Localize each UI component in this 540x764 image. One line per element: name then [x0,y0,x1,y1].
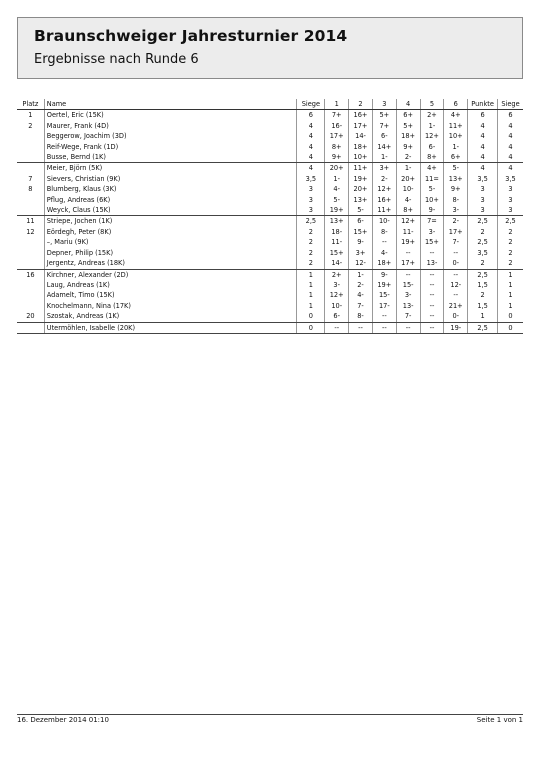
cell-round-6: 0- [444,311,468,322]
cell-round-5: 4+ [420,163,444,174]
cell-siege: 2 [297,227,325,237]
cell-round-5: -- [420,311,444,322]
cell-round-2: 11+ [349,163,373,174]
cell-round-3: 11+ [372,205,396,216]
cell-round-2: 8- [349,311,373,322]
cell-platz [17,301,44,311]
cell-round-4: -- [396,248,420,258]
col-header-round-6: 6 [444,99,468,110]
cell-round-1: 15+ [325,248,349,258]
cell-name: Adamelt, Timo (15K) [44,290,297,300]
cell-round-3: -- [372,311,396,322]
cell-round-6: 6+ [444,152,468,163]
cell-siege-2: 3,5 [498,174,523,184]
cell-round-5: -- [420,290,444,300]
cell-round-2: 3+ [349,248,373,258]
cell-round-1: 7+ [325,110,349,121]
cell-platz [17,237,44,247]
cell-platz [17,248,44,258]
cell-round-5: 6- [420,142,444,152]
cell-punkte: 1,5 [468,301,498,311]
table-row [17,142,523,152]
cell-siege: 4 [297,163,325,174]
table-row [17,248,523,258]
cell-siege: 4 [297,121,325,131]
cell-name: Szostak, Andreas (1K) [44,311,297,322]
cell-name: Jergentz, Andreas (18K) [44,258,297,269]
cell-round-4: 3- [396,290,420,300]
cell-siege-2: 2 [498,248,523,258]
cell-siege: 3 [297,195,325,205]
cell-punkte: 4 [468,152,498,163]
cell-siege-2: 3 [498,195,523,205]
cell-siege-2: 3 [498,184,523,194]
cell-round-2: 12- [349,258,373,269]
cell-round-6: 9+ [444,184,468,194]
cell-round-5: -- [420,301,444,311]
cell-round-5: 3- [420,227,444,237]
cell-round-6: 11+ [444,121,468,131]
cell-platz: 16 [17,269,44,280]
cell-siege-2: 4 [498,142,523,152]
col-header-platz: Platz [17,99,44,110]
cell-platz [17,258,44,269]
cell-round-3: 2- [372,174,396,184]
table-row [17,205,523,216]
cell-platz: 7 [28,174,33,183]
table-row [17,311,523,322]
cell-round-2: 2- [349,280,373,290]
cell-siege-2: 1 [498,269,523,280]
col-header-round-5: 5 [420,99,444,110]
cell-punkte: 3 [468,195,498,205]
cell-siege: 4 [297,152,325,163]
cell-round-3: 17- [372,301,396,311]
cell-round-1: 12+ [325,290,349,300]
cell-round-5: 13- [420,258,444,269]
cell-round-3: 9- [372,269,396,280]
table-row [17,280,523,290]
cell-punkte: 3 [468,205,498,216]
table-row [17,301,523,311]
cell-round-4: 9+ [396,142,420,152]
cell-siege-2: 2 [498,227,523,237]
table-row [17,174,523,184]
cell-round-1: 2+ [325,269,349,280]
cell-round-5: 10+ [420,195,444,205]
cell-round-6: 1- [444,142,468,152]
cell-round-6: 4+ [444,110,468,121]
cell-round-4: -- [396,269,420,280]
cell-punkte: 3 [468,184,498,194]
cell-siege: 3 [297,184,325,194]
cell-platz: 12 [26,227,35,236]
cell-name: Blumberg, Klaus (3K) [44,184,297,194]
cell-round-5: 7= [420,216,444,227]
cell-round-3: 3+ [372,163,396,174]
cell-punkte: 3,5 [468,248,498,258]
cell-round-4: 6+ [396,110,420,121]
col-header-name: Name [44,99,297,110]
cell-round-1: -- [325,322,349,333]
cell-platz [17,322,44,333]
col-header-round-2: 2 [349,99,373,110]
cell-round-3: 8- [372,227,396,237]
cell-round-2: 9- [349,237,373,247]
cell-siege: 2 [297,258,325,269]
cell-round-2: 10+ [349,152,373,163]
cell-round-2: 20+ [349,184,373,194]
cell-siege-2: 2 [498,258,523,269]
table-row [17,269,523,280]
cell-round-3: 7+ [372,121,396,131]
cell-name: Maurer, Frank (4D) [44,121,297,131]
cell-siege-2: 1 [498,301,523,311]
cell-round-3: 19+ [372,280,396,290]
page-subtitle: Ergebnisse nach Runde 6 [34,52,199,67]
cell-round-2: 18+ [349,142,373,152]
cell-name: Striepe, Jochen (1K) [44,216,297,227]
cell-round-6: 3- [444,205,468,216]
cell-round-3: 4- [372,248,396,258]
cell-round-3: 18+ [372,258,396,269]
cell-round-1: 4- [325,184,349,194]
footer-divider [17,714,523,715]
cell-platz: 20 [17,311,44,322]
cell-round-2: 1- [349,269,373,280]
cell-siege-2: 2,5 [498,216,523,227]
cell-name: Oertel, Eric (15K) [44,110,297,121]
cell-round-6: 12- [444,280,468,290]
col-header-round-1: 1 [325,99,349,110]
cell-punkte: 4 [468,163,498,174]
cell-round-4: -- [396,322,420,333]
cell-round-6: 8- [444,195,468,205]
cell-round-1: 17+ [325,131,349,141]
cell-siege-2: 1 [498,290,523,300]
cell-round-2: 4- [349,290,373,300]
cell-punkte: 4 [468,121,498,131]
cell-round-5: 9- [420,205,444,216]
cell-round-6: 0- [444,258,468,269]
cell-round-3: -- [372,237,396,247]
cell-round-6: 7- [444,237,468,247]
col-header-siege-2: Siege [498,99,523,110]
cell-siege: 1 [297,269,325,280]
cell-round-5: 2+ [420,110,444,121]
cell-name: Reif-Wege, Frank (1D) [44,142,297,152]
cell-round-1: 11- [325,237,349,247]
cell-round-3: 10- [372,216,396,227]
cell-name: Meier, Björn (5K) [44,163,297,174]
cell-round-5: 1- [420,121,444,131]
cell-round-6: 5- [444,163,468,174]
cell-round-1: 5- [325,195,349,205]
cell-round-4: 18+ [396,131,420,141]
table-row [17,322,523,333]
cell-punkte: 2,5 [468,237,498,247]
cell-platz [17,290,44,300]
cell-round-2: 7- [349,301,373,311]
cell-round-2: 19+ [349,174,373,184]
cell-round-3: -- [372,322,396,333]
cell-platz [17,131,44,141]
cell-platz [17,205,44,216]
cell-round-3: 12+ [372,184,396,194]
cell-name: Laug, Andreas (1K) [44,280,297,290]
cell-siege: 0 [297,322,325,333]
table-row [17,237,523,247]
cell-punkte: 2 [468,258,498,269]
cell-punkte: 3,5 [468,174,498,184]
page-title: Braunschweiger Jahresturnier 2014 [34,27,348,45]
cell-siege: 3,5 [297,174,325,184]
cell-name: Kirchner, Alexander (2D) [44,269,297,280]
cell-punkte: 6 [468,110,498,121]
cell-siege-2: 0 [498,311,523,322]
cell-round-6: -- [444,290,468,300]
cell-round-5: -- [420,248,444,258]
cell-round-4: 2- [396,152,420,163]
cell-round-4: 20+ [396,174,420,184]
cell-round-3: 14+ [372,142,396,152]
table-row [17,163,523,174]
cell-round-1: 19+ [325,205,349,216]
cell-siege: 1 [297,301,325,311]
cell-round-4: 15- [396,280,420,290]
cell-round-2: -- [349,322,373,333]
cell-round-4: 5+ [396,121,420,131]
cell-round-5: 5- [420,184,444,194]
cell-round-4: 7- [396,311,420,322]
cell-platz: 11 [17,216,44,227]
cell-round-3: 5+ [372,110,396,121]
table-row [17,216,523,227]
cell-round-1: 20+ [325,163,349,174]
cell-siege: 6 [297,110,325,121]
footer-page-number: Seite 1 von 1 [476,716,523,724]
cell-siege: 2 [297,248,325,258]
cell-round-4: 19+ [396,237,420,247]
cell-round-6: 21+ [444,301,468,311]
cell-siege: 0 [297,311,325,322]
cell-round-4: 11- [396,227,420,237]
col-header-round-4: 4 [396,99,420,110]
cell-round-4: 1- [396,163,420,174]
cell-round-6: -- [444,269,468,280]
cell-round-6: 19- [444,322,468,333]
cell-platz [17,195,44,205]
cell-round-6: 2- [444,216,468,227]
table-row [17,258,523,269]
cell-round-4: 4- [396,195,420,205]
cell-round-3: 1- [372,152,396,163]
table-row [17,184,523,194]
cell-punkte: 2,5 [468,216,498,227]
cell-round-2: 14- [349,131,373,141]
cell-round-3: 16+ [372,195,396,205]
table-row [17,152,523,163]
col-header-round-3: 3 [372,99,396,110]
table-row [17,131,523,141]
cell-siege-2: 0 [498,322,523,333]
cell-punkte: 4 [468,131,498,141]
cell-round-2: 6- [349,216,373,227]
cell-siege-2: 4 [498,163,523,174]
col-header-siege: Siege [297,99,325,110]
cell-punkte: 2 [468,227,498,237]
cell-platz: 8 [28,185,33,194]
cell-platz [17,163,44,174]
table-header-row [17,99,523,110]
cell-name: –, Mariu (9K) [44,237,297,247]
cell-round-5: 12+ [420,131,444,141]
cell-name: Weyck, Claus (15K) [44,205,297,216]
cell-siege: 2 [297,237,325,247]
cell-round-6: -- [444,248,468,258]
cell-round-2: 16+ [349,110,373,121]
cell-round-4: 13- [396,301,420,311]
cell-round-5: 8+ [420,152,444,163]
cell-round-6: 10+ [444,131,468,141]
cell-round-1: 13+ [325,216,349,227]
cell-round-4: 17+ [396,258,420,269]
cell-round-5: -- [420,280,444,290]
cell-round-3: 6- [372,131,396,141]
cell-siege: 1 [297,280,325,290]
cell-round-1: 16- [325,121,349,131]
cell-siege-2: 4 [498,152,523,163]
cell-round-5: 11= [420,174,444,184]
cell-name: Beggerow, Joachim (3D) [44,131,297,141]
cell-punkte: 1,5 [468,280,498,290]
cell-round-2: 15+ [349,227,373,237]
cell-round-5: -- [420,269,444,280]
cell-punkte: 2,5 [468,269,498,280]
cell-punkte: 4 [468,142,498,152]
results-table [17,99,523,334]
cell-round-1: 14- [325,258,349,269]
table-row [17,227,523,237]
cell-name: Busse, Bernd (1K) [44,152,297,163]
cell-round-1: 6- [325,311,349,322]
cell-punkte: 1 [468,311,498,322]
cell-round-3: 15- [372,290,396,300]
cell-siege-2: 6 [498,110,523,121]
cell-name: Utermöhlen, Isabelle (20K) [44,322,297,333]
header-box [17,17,523,79]
cell-siege: 4 [297,131,325,141]
col-header-punkte: Punkte [468,99,498,110]
cell-round-4: 10- [396,184,420,194]
table-row [17,195,523,205]
cell-round-4: 8+ [396,205,420,216]
cell-name: Pflug, Andreas (6K) [44,195,297,205]
cell-name: Knochelmann, Nina (17K) [44,301,297,311]
cell-round-2: 13+ [349,195,373,205]
table-row [17,121,523,131]
table-row [17,290,523,300]
cell-siege: 4 [297,142,325,152]
cell-platz: 2 [28,121,33,130]
cell-siege-2: 4 [498,131,523,141]
cell-siege: 3 [297,205,325,216]
cell-round-6: 13+ [444,174,468,184]
table-row [17,110,523,121]
cell-platz [17,142,44,152]
cell-round-1: 10- [325,301,349,311]
cell-siege-2: 3 [498,205,523,216]
cell-name: Depner, Philip (15K) [44,248,297,258]
cell-platz [17,280,44,290]
cell-round-1: 9+ [325,152,349,163]
cell-siege-2: 2 [498,237,523,247]
cell-punkte: 2 [468,290,498,300]
cell-siege: 2,5 [297,216,325,227]
cell-punkte: 2,5 [468,322,498,333]
cell-siege-2: 4 [498,121,523,131]
cell-platz [17,152,44,163]
cell-round-4: 12+ [396,216,420,227]
cell-siege-2: 1 [498,280,523,290]
cell-name: Eördegh, Peter (8K) [44,227,297,237]
cell-round-1: 8+ [325,142,349,152]
cell-round-1: 18- [325,227,349,237]
footer-date: 16. Dezember 2014 01:10 [17,716,109,724]
cell-round-1: 1- [325,174,349,184]
cell-round-2: 5- [349,205,373,216]
cell-round-6: 17+ [444,227,468,237]
cell-platz: 1 [17,110,44,121]
cell-round-1: 3- [325,280,349,290]
cell-round-2: 17+ [349,121,373,131]
cell-siege: 1 [297,290,325,300]
cell-round-5: -- [420,322,444,333]
cell-round-5: 15+ [420,237,444,247]
cell-name: Sievers, Christian (9K) [44,174,297,184]
